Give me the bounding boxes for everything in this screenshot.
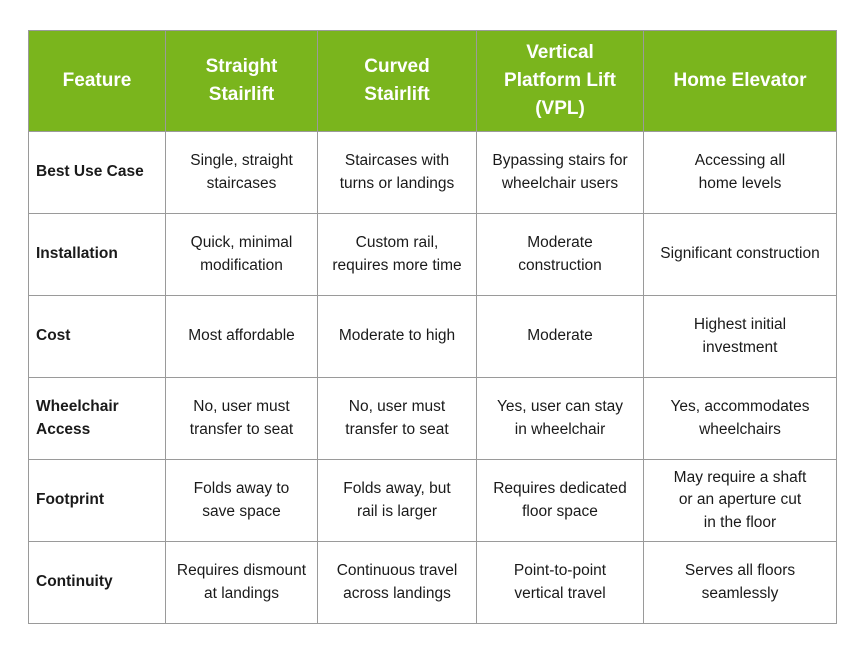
comparison-table-container xyxy=(28,30,836,624)
row-label: Best Use Case xyxy=(29,132,166,214)
table-cell: No, user must transfer to seat xyxy=(166,378,318,460)
table-cell: Bypassing stairs for wheelchair users xyxy=(477,132,644,214)
table-cell: Quick, minimal modification xyxy=(166,214,318,296)
table-cell: Moderate construction xyxy=(477,214,644,296)
table-cell: Point-to-point vertical travel xyxy=(477,542,644,624)
table-cell: Significant construction xyxy=(644,214,837,296)
table-cell: Custom rail, requires more time xyxy=(318,214,477,296)
table-cell: Folds away to save space xyxy=(166,460,318,542)
table-cell: Most affordable xyxy=(166,296,318,378)
header-straight-stairlift: Straight Stairlift xyxy=(166,31,318,132)
header-row xyxy=(29,31,837,132)
table-cell: Continuous travel across landings xyxy=(318,542,477,624)
table-cell: No, user must transfer to seat xyxy=(318,378,477,460)
table-cell: Serves all floors seamlessly xyxy=(644,542,837,624)
row-label: Installation xyxy=(29,214,166,296)
header-vertical-platform-lift: Vertical Platform Lift (VPL) xyxy=(477,31,644,132)
table-cell: Highest initial investment xyxy=(644,296,837,378)
row-label: Cost xyxy=(29,296,166,378)
table-row-best-use-case xyxy=(29,132,837,214)
table-cell: Requires dedicated floor space xyxy=(477,460,644,542)
header-home-elevator: Home Elevator xyxy=(644,31,837,132)
header-curved-stairlift: Curved Stairlift xyxy=(318,31,477,132)
row-label: Footprint xyxy=(29,460,166,542)
table-row-wheelchair-access xyxy=(29,378,837,460)
table-row-installation xyxy=(29,214,837,296)
table-row-footprint xyxy=(29,460,837,542)
table-row-continuity xyxy=(29,542,837,624)
table-cell: May require a shaft or an aperture cut in the floor xyxy=(644,460,837,542)
table-header xyxy=(29,31,837,132)
table-cell: Folds away, but rail is larger xyxy=(318,460,477,542)
table-cell: Moderate to high xyxy=(318,296,477,378)
table-cell: Staircases with turns or landings xyxy=(318,132,477,214)
table-cell: Yes, user can stay in wheelchair xyxy=(477,378,644,460)
comparison-table xyxy=(28,30,837,624)
table-cell: Accessing all home levels xyxy=(644,132,837,214)
table-cell: Requires dismount at landings xyxy=(166,542,318,624)
table-cell: Yes, accommodates wheelchairs xyxy=(644,378,837,460)
table-body xyxy=(29,132,837,624)
table-cell: Single, straight staircases xyxy=(166,132,318,214)
header-feature: Feature xyxy=(29,31,166,132)
table-row-cost xyxy=(29,296,837,378)
table-cell: Moderate xyxy=(477,296,644,378)
row-label: Continuity xyxy=(29,542,166,624)
row-label: Wheelchair Access xyxy=(29,378,166,460)
